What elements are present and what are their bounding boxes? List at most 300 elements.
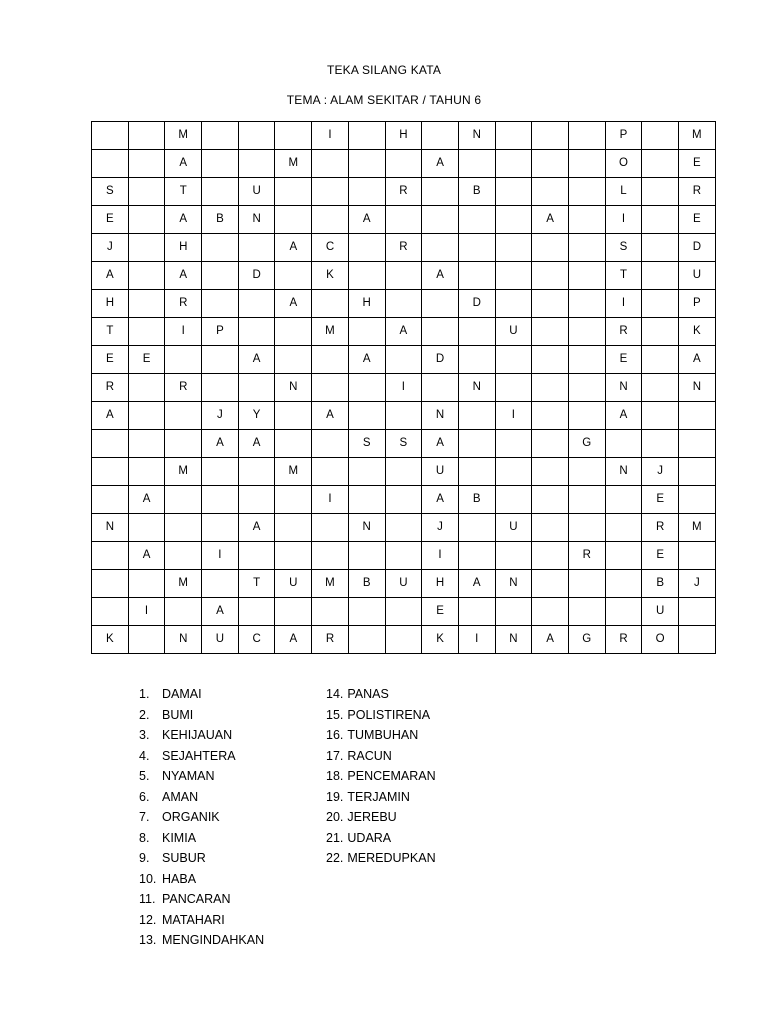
grid-cell[interactable]: I: [312, 122, 349, 150]
grid-cell[interactable]: [275, 402, 312, 430]
grid-cell[interactable]: [568, 150, 605, 178]
grid-cell[interactable]: [495, 206, 532, 234]
grid-cell[interactable]: [568, 262, 605, 290]
grid-cell[interactable]: T: [92, 318, 129, 346]
grid-cell[interactable]: [422, 318, 459, 346]
grid-cell[interactable]: T: [605, 262, 642, 290]
grid-cell[interactable]: [458, 262, 495, 290]
grid-cell[interactable]: E: [642, 486, 679, 514]
grid-cell[interactable]: [422, 374, 459, 402]
grid-cell[interactable]: [679, 458, 716, 486]
grid-cell[interactable]: H: [348, 290, 385, 318]
grid-cell[interactable]: [312, 346, 349, 374]
grid-cell[interactable]: A: [348, 346, 385, 374]
grid-cell[interactable]: [495, 598, 532, 626]
grid-cell[interactable]: [458, 234, 495, 262]
grid-cell[interactable]: [495, 346, 532, 374]
grid-cell[interactable]: [532, 374, 569, 402]
grid-cell[interactable]: A: [275, 626, 312, 654]
grid-cell[interactable]: B: [458, 178, 495, 206]
grid-cell[interactable]: [312, 598, 349, 626]
grid-cell[interactable]: [605, 598, 642, 626]
grid-cell[interactable]: [202, 486, 239, 514]
grid-cell[interactable]: [348, 234, 385, 262]
grid-cell[interactable]: [422, 234, 459, 262]
grid-cell[interactable]: [165, 514, 202, 542]
grid-cell[interactable]: [422, 290, 459, 318]
grid-cell[interactable]: [275, 486, 312, 514]
grid-cell[interactable]: [128, 262, 165, 290]
grid-cell[interactable]: [92, 122, 129, 150]
grid-cell[interactable]: M: [679, 514, 716, 542]
grid-cell[interactable]: [495, 430, 532, 458]
grid-cell[interactable]: [348, 122, 385, 150]
grid-cell[interactable]: B: [202, 206, 239, 234]
grid-cell[interactable]: I: [165, 318, 202, 346]
grid-cell[interactable]: [348, 598, 385, 626]
grid-cell[interactable]: [92, 542, 129, 570]
grid-cell[interactable]: [275, 206, 312, 234]
grid-cell[interactable]: [458, 430, 495, 458]
grid-cell[interactable]: J: [422, 514, 459, 542]
grid-cell[interactable]: K: [312, 262, 349, 290]
grid-cell[interactable]: N: [348, 514, 385, 542]
grid-cell[interactable]: [348, 486, 385, 514]
grid-cell[interactable]: [128, 430, 165, 458]
grid-cell[interactable]: B: [348, 570, 385, 598]
grid-cell[interactable]: N: [165, 626, 202, 654]
grid-cell[interactable]: [348, 374, 385, 402]
grid-cell[interactable]: R: [568, 542, 605, 570]
grid-cell[interactable]: O: [605, 150, 642, 178]
grid-cell[interactable]: [128, 290, 165, 318]
grid-cell[interactable]: I: [605, 290, 642, 318]
grid-cell[interactable]: [238, 234, 275, 262]
grid-cell[interactable]: I: [202, 542, 239, 570]
grid-cell[interactable]: [642, 430, 679, 458]
grid-cell[interactable]: [92, 598, 129, 626]
grid-cell[interactable]: [275, 430, 312, 458]
grid-cell[interactable]: [605, 514, 642, 542]
grid-cell[interactable]: [568, 318, 605, 346]
grid-cell[interactable]: [238, 486, 275, 514]
grid-cell[interactable]: N: [422, 402, 459, 430]
grid-cell[interactable]: [312, 178, 349, 206]
grid-cell[interactable]: A: [422, 150, 459, 178]
grid-cell[interactable]: [275, 542, 312, 570]
grid-cell[interactable]: [165, 486, 202, 514]
grid-cell[interactable]: [238, 598, 275, 626]
grid-cell[interactable]: [202, 514, 239, 542]
grid-cell[interactable]: [312, 206, 349, 234]
grid-cell[interactable]: [238, 458, 275, 486]
grid-cell[interactable]: [312, 542, 349, 570]
grid-cell[interactable]: [348, 150, 385, 178]
grid-cell[interactable]: [605, 486, 642, 514]
grid-cell[interactable]: [532, 402, 569, 430]
grid-cell[interactable]: [642, 178, 679, 206]
grid-cell[interactable]: R: [679, 178, 716, 206]
grid-cell[interactable]: U: [642, 598, 679, 626]
grid-cell[interactable]: [422, 122, 459, 150]
grid-cell[interactable]: K: [92, 626, 129, 654]
grid-cell[interactable]: L: [605, 178, 642, 206]
grid-cell[interactable]: [202, 374, 239, 402]
grid-cell[interactable]: A: [458, 570, 495, 598]
grid-cell[interactable]: [312, 514, 349, 542]
grid-cell[interactable]: H: [385, 122, 422, 150]
grid-cell[interactable]: U: [385, 570, 422, 598]
grid-cell[interactable]: M: [312, 318, 349, 346]
grid-cell[interactable]: A: [275, 234, 312, 262]
grid-cell[interactable]: A: [165, 262, 202, 290]
grid-cell[interactable]: I: [422, 542, 459, 570]
grid-cell[interactable]: E: [92, 206, 129, 234]
grid-cell[interactable]: N: [238, 206, 275, 234]
grid-cell[interactable]: [202, 570, 239, 598]
grid-cell[interactable]: N: [605, 374, 642, 402]
grid-cell[interactable]: A: [202, 430, 239, 458]
grid-cell[interactable]: [238, 122, 275, 150]
grid-cell[interactable]: A: [532, 626, 569, 654]
grid-cell[interactable]: [128, 514, 165, 542]
grid-cell[interactable]: N: [605, 458, 642, 486]
grid-cell[interactable]: U: [422, 458, 459, 486]
grid-cell[interactable]: G: [568, 430, 605, 458]
grid-cell[interactable]: [495, 290, 532, 318]
grid-cell[interactable]: [642, 290, 679, 318]
grid-cell[interactable]: [532, 542, 569, 570]
grid-cell[interactable]: A: [422, 430, 459, 458]
grid-cell[interactable]: [165, 402, 202, 430]
grid-cell[interactable]: [458, 542, 495, 570]
grid-cell[interactable]: [605, 430, 642, 458]
grid-cell[interactable]: J: [679, 570, 716, 598]
grid-cell[interactable]: N: [275, 374, 312, 402]
grid-cell[interactable]: [202, 290, 239, 318]
grid-cell[interactable]: [568, 206, 605, 234]
grid-cell[interactable]: N: [92, 514, 129, 542]
grid-cell[interactable]: [128, 206, 165, 234]
grid-cell[interactable]: [202, 262, 239, 290]
grid-cell[interactable]: [495, 542, 532, 570]
grid-cell[interactable]: [495, 234, 532, 262]
grid-cell[interactable]: [642, 234, 679, 262]
grid-cell[interactable]: A: [128, 486, 165, 514]
grid-cell[interactable]: A: [422, 262, 459, 290]
grid-cell[interactable]: N: [495, 626, 532, 654]
grid-cell[interactable]: [202, 346, 239, 374]
grid-cell[interactable]: [532, 234, 569, 262]
grid-cell[interactable]: [128, 178, 165, 206]
grid-cell[interactable]: B: [458, 486, 495, 514]
grid-cell[interactable]: [679, 626, 716, 654]
grid-cell[interactable]: [238, 150, 275, 178]
grid-cell[interactable]: A: [202, 598, 239, 626]
grid-cell[interactable]: A: [92, 262, 129, 290]
grid-cell[interactable]: [495, 374, 532, 402]
grid-cell[interactable]: [642, 122, 679, 150]
grid-cell[interactable]: [679, 430, 716, 458]
grid-cell[interactable]: R: [385, 234, 422, 262]
grid-cell[interactable]: [128, 570, 165, 598]
grid-cell[interactable]: [458, 514, 495, 542]
grid-cell[interactable]: [238, 318, 275, 346]
grid-cell[interactable]: U: [495, 514, 532, 542]
grid-cell[interactable]: E: [92, 346, 129, 374]
grid-cell[interactable]: [568, 570, 605, 598]
grid-cell[interactable]: H: [165, 234, 202, 262]
grid-cell[interactable]: [128, 458, 165, 486]
grid-cell[interactable]: [568, 514, 605, 542]
grid-cell[interactable]: [202, 122, 239, 150]
grid-cell[interactable]: [92, 486, 129, 514]
grid-cell[interactable]: A: [238, 430, 275, 458]
grid-cell[interactable]: A: [679, 346, 716, 374]
grid-cell[interactable]: [532, 598, 569, 626]
grid-cell[interactable]: [128, 122, 165, 150]
grid-cell[interactable]: E: [679, 206, 716, 234]
grid-cell[interactable]: [532, 150, 569, 178]
grid-cell[interactable]: U: [679, 262, 716, 290]
grid-cell[interactable]: J: [202, 402, 239, 430]
grid-cell[interactable]: [532, 262, 569, 290]
grid-cell[interactable]: [128, 234, 165, 262]
grid-cell[interactable]: [642, 346, 679, 374]
grid-cell[interactable]: [202, 234, 239, 262]
grid-cell[interactable]: D: [238, 262, 275, 290]
grid-cell[interactable]: [495, 262, 532, 290]
grid-cell[interactable]: P: [605, 122, 642, 150]
grid-cell[interactable]: E: [422, 598, 459, 626]
grid-cell[interactable]: [568, 402, 605, 430]
grid-cell[interactable]: [128, 150, 165, 178]
grid-cell[interactable]: P: [202, 318, 239, 346]
grid-cell[interactable]: U: [275, 570, 312, 598]
grid-cell[interactable]: [385, 262, 422, 290]
grid-cell[interactable]: A: [128, 542, 165, 570]
grid-cell[interactable]: M: [275, 150, 312, 178]
grid-cell[interactable]: [568, 178, 605, 206]
grid-cell[interactable]: D: [679, 234, 716, 262]
grid-cell[interactable]: [385, 290, 422, 318]
grid-cell[interactable]: O: [642, 626, 679, 654]
grid-cell[interactable]: [495, 458, 532, 486]
grid-cell[interactable]: N: [679, 374, 716, 402]
grid-cell[interactable]: [532, 458, 569, 486]
grid-cell[interactable]: [568, 290, 605, 318]
grid-cell[interactable]: A: [532, 206, 569, 234]
grid-cell[interactable]: J: [92, 234, 129, 262]
grid-cell[interactable]: [568, 458, 605, 486]
grid-cell[interactable]: M: [679, 122, 716, 150]
grid-cell[interactable]: [275, 122, 312, 150]
grid-cell[interactable]: I: [458, 626, 495, 654]
grid-cell[interactable]: T: [165, 178, 202, 206]
grid-cell[interactable]: [458, 346, 495, 374]
grid-cell[interactable]: D: [458, 290, 495, 318]
grid-cell[interactable]: [568, 234, 605, 262]
grid-cell[interactable]: [679, 598, 716, 626]
grid-cell[interactable]: B: [642, 570, 679, 598]
grid-cell[interactable]: R: [165, 374, 202, 402]
grid-cell[interactable]: [568, 122, 605, 150]
grid-cell[interactable]: I: [385, 374, 422, 402]
grid-cell[interactable]: [385, 206, 422, 234]
grid-cell[interactable]: [128, 374, 165, 402]
grid-cell[interactable]: A: [165, 150, 202, 178]
grid-cell[interactable]: [348, 542, 385, 570]
grid-cell[interactable]: M: [312, 570, 349, 598]
grid-cell[interactable]: U: [238, 178, 275, 206]
grid-cell[interactable]: J: [642, 458, 679, 486]
grid-cell[interactable]: [348, 458, 385, 486]
grid-cell[interactable]: [458, 402, 495, 430]
grid-cell[interactable]: E: [605, 346, 642, 374]
grid-cell[interactable]: [458, 598, 495, 626]
grid-cell[interactable]: [605, 542, 642, 570]
grid-cell[interactable]: [312, 374, 349, 402]
grid-cell[interactable]: A: [385, 318, 422, 346]
grid-cell[interactable]: [532, 570, 569, 598]
grid-cell[interactable]: [642, 402, 679, 430]
grid-cell[interactable]: R: [165, 290, 202, 318]
grid-cell[interactable]: [385, 402, 422, 430]
grid-cell[interactable]: [202, 178, 239, 206]
grid-cell[interactable]: M: [165, 570, 202, 598]
grid-cell[interactable]: [679, 486, 716, 514]
grid-cell[interactable]: E: [642, 542, 679, 570]
grid-cell[interactable]: R: [642, 514, 679, 542]
grid-cell[interactable]: [348, 262, 385, 290]
grid-cell[interactable]: [92, 458, 129, 486]
grid-cell[interactable]: A: [348, 206, 385, 234]
grid-cell[interactable]: S: [92, 178, 129, 206]
grid-cell[interactable]: [532, 178, 569, 206]
grid-cell[interactable]: [348, 178, 385, 206]
grid-cell[interactable]: A: [605, 402, 642, 430]
grid-cell[interactable]: K: [679, 318, 716, 346]
grid-cell[interactable]: [238, 290, 275, 318]
grid-cell[interactable]: I: [128, 598, 165, 626]
grid-cell[interactable]: [312, 458, 349, 486]
grid-cell[interactable]: [202, 150, 239, 178]
grid-cell[interactable]: [348, 402, 385, 430]
grid-cell[interactable]: [422, 206, 459, 234]
grid-cell[interactable]: R: [605, 626, 642, 654]
grid-cell[interactable]: [275, 346, 312, 374]
grid-cell[interactable]: [238, 542, 275, 570]
grid-cell[interactable]: [238, 374, 275, 402]
grid-cell[interactable]: [422, 178, 459, 206]
grid-cell[interactable]: C: [238, 626, 275, 654]
grid-cell[interactable]: [128, 402, 165, 430]
grid-cell[interactable]: [532, 346, 569, 374]
grid-cell[interactable]: [275, 598, 312, 626]
grid-cell[interactable]: M: [165, 122, 202, 150]
grid-cell[interactable]: A: [238, 346, 275, 374]
grid-cell[interactable]: [385, 542, 422, 570]
grid-cell[interactable]: [679, 542, 716, 570]
grid-cell[interactable]: [165, 430, 202, 458]
grid-cell[interactable]: [458, 150, 495, 178]
grid-cell[interactable]: [458, 318, 495, 346]
grid-cell[interactable]: E: [679, 150, 716, 178]
grid-cell[interactable]: [568, 598, 605, 626]
grid-cell[interactable]: [495, 150, 532, 178]
grid-cell[interactable]: [495, 122, 532, 150]
grid-cell[interactable]: [312, 150, 349, 178]
grid-cell[interactable]: R: [312, 626, 349, 654]
grid-cell[interactable]: [385, 458, 422, 486]
grid-cell[interactable]: [642, 318, 679, 346]
grid-cell[interactable]: [568, 374, 605, 402]
grid-cell[interactable]: [348, 626, 385, 654]
grid-cell[interactable]: K: [422, 626, 459, 654]
grid-cell[interactable]: U: [495, 318, 532, 346]
grid-cell[interactable]: [642, 206, 679, 234]
grid-cell[interactable]: [532, 122, 569, 150]
grid-cell[interactable]: D: [422, 346, 459, 374]
grid-cell[interactable]: R: [92, 374, 129, 402]
grid-cell[interactable]: T: [238, 570, 275, 598]
grid-cell[interactable]: [92, 150, 129, 178]
grid-cell[interactable]: [165, 346, 202, 374]
grid-cell[interactable]: I: [605, 206, 642, 234]
grid-cell[interactable]: [532, 514, 569, 542]
grid-cell[interactable]: A: [238, 514, 275, 542]
grid-cell[interactable]: [385, 346, 422, 374]
grid-cell[interactable]: [312, 290, 349, 318]
grid-cell[interactable]: Y: [238, 402, 275, 430]
grid-cell[interactable]: [275, 318, 312, 346]
grid-cell[interactable]: [275, 514, 312, 542]
grid-cell[interactable]: [312, 430, 349, 458]
grid-cell[interactable]: U: [202, 626, 239, 654]
grid-cell[interactable]: I: [312, 486, 349, 514]
grid-cell[interactable]: M: [165, 458, 202, 486]
grid-cell[interactable]: [92, 570, 129, 598]
grid-cell[interactable]: [532, 318, 569, 346]
grid-cell[interactable]: [679, 402, 716, 430]
grid-cell[interactable]: M: [275, 458, 312, 486]
grid-cell[interactable]: A: [312, 402, 349, 430]
grid-cell[interactable]: [605, 570, 642, 598]
grid-cell[interactable]: [495, 486, 532, 514]
grid-cell[interactable]: [385, 514, 422, 542]
grid-cell[interactable]: [532, 430, 569, 458]
grid-cell[interactable]: [642, 262, 679, 290]
grid-cell[interactable]: [165, 598, 202, 626]
grid-cell[interactable]: N: [458, 374, 495, 402]
grid-cell[interactable]: [642, 374, 679, 402]
grid-cell[interactable]: [385, 626, 422, 654]
grid-cell[interactable]: [385, 486, 422, 514]
grid-cell[interactable]: H: [422, 570, 459, 598]
grid-cell[interactable]: [165, 542, 202, 570]
grid-cell[interactable]: [458, 206, 495, 234]
grid-cell[interactable]: [128, 318, 165, 346]
grid-cell[interactable]: R: [605, 318, 642, 346]
grid-cell[interactable]: [532, 486, 569, 514]
grid-cell[interactable]: A: [165, 206, 202, 234]
grid-cell[interactable]: C: [312, 234, 349, 262]
grid-cell[interactable]: G: [568, 626, 605, 654]
grid-cell[interactable]: [458, 458, 495, 486]
grid-cell[interactable]: [275, 178, 312, 206]
grid-cell[interactable]: N: [458, 122, 495, 150]
grid-cell[interactable]: [385, 598, 422, 626]
